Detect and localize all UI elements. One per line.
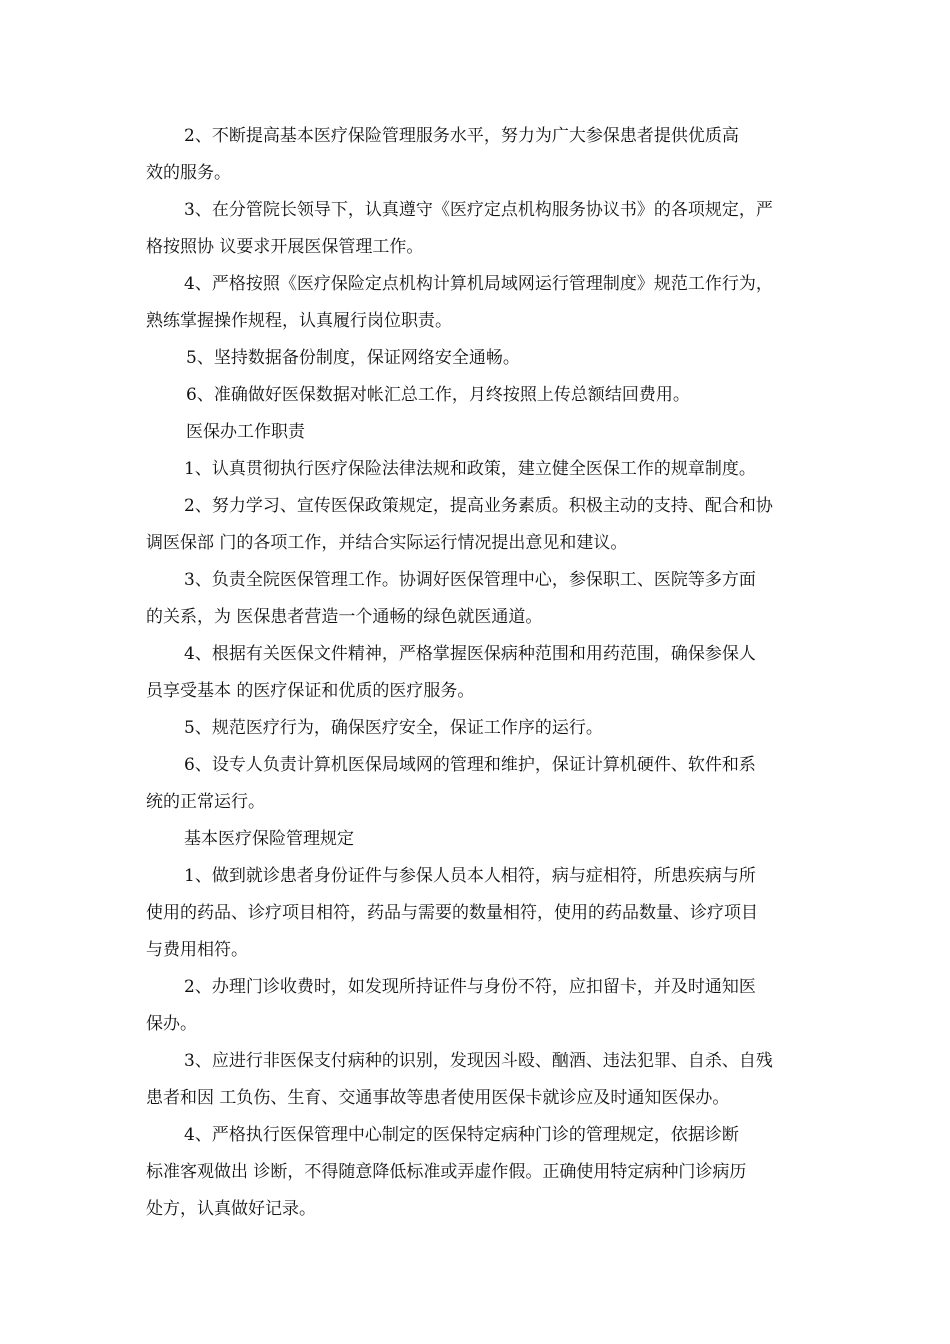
paragraph-duty-3 <box>146 562 818 636</box>
paragraph-duty-1 <box>146 451 818 488</box>
paragraph-line: 1、认真贯彻执行医疗保险法律法规和政策，建立健全医保工作的规章制度。 <box>184 459 756 479</box>
paragraph-line: 调医保部 门的各项工作，并结合实际运行情况提出意见和建议。 <box>146 533 628 553</box>
paragraph-duty-5 <box>146 710 818 747</box>
section-heading-insurance-rules <box>146 821 818 858</box>
paragraph-line: 熟练掌握操作规程，认真履行岗位职责。 <box>146 311 452 331</box>
paragraph-line: 3、负责全院医保管理工作。协调好医保管理中心，参保职工、医院等多方面 <box>184 570 756 590</box>
paragraph-line: 6、设专人负责计算机医保局域网的管理和维护，保证计算机硬件、软件和系 <box>184 755 756 775</box>
paragraph-line: 2、不断提高基本医疗保险管理服务水平，努力为广大参保患者提供优质高 <box>184 126 739 146</box>
paragraph-line: 3、在分管院长领导下，认真遵守《医疗定点机构服务协议书》的各项规定，严 <box>184 200 773 220</box>
paragraph-rule-4 <box>146 1117 818 1228</box>
section-heading: 基本医疗保险管理规定 <box>184 829 354 849</box>
paragraph-line: 4、根据有关医保文件精神，严格掌握医保病种范围和用药范围，确保参保人 <box>184 644 756 664</box>
paragraph-network-rules <box>146 266 818 340</box>
paragraph-line: 使用的药品、诊疗项目相符，药品与需要的数量相符，使用的药品数量、诊疗项目 <box>146 903 758 923</box>
paragraph-line: 4、严格执行医保管理中心制定的医保特定病种门诊的管理规定，依据诊断 <box>184 1125 739 1145</box>
paragraph-line: 员享受基本 的医疗保证和优质的医疗服务。 <box>146 681 475 701</box>
paragraph-line: 与费用相符。 <box>146 940 248 960</box>
paragraph-agreement <box>146 192 818 266</box>
paragraph-rule-2 <box>146 969 818 1043</box>
paragraph-line: 效的服务。 <box>146 163 231 183</box>
paragraph-line: 1、做到就诊患者身份证件与参保人员本人相符，病与症相符，所患疾病与所 <box>184 866 756 886</box>
paragraph-duty-6 <box>146 747 818 821</box>
paragraph-line: 处方，认真做好记录。 <box>146 1199 316 1219</box>
paragraph-line: 2、努力学习、宣传医保政策规定，提高业务素质。积极主动的支持、配合和协 <box>184 496 773 516</box>
paragraph-reconciliation <box>146 377 818 414</box>
paragraph-line: 患者和因 工负伤、生育、交通事故等患者使用医保卡就诊应及时通知医保办。 <box>146 1088 730 1108</box>
paragraph-line: 6、准确做好医保数据对帐汇总工作，月终按照上传总额结回费用。 <box>186 385 690 405</box>
paragraph-line: 的关系，为 医保患者营造一个通畅的绿色就医通道。 <box>146 607 543 627</box>
paragraph-duty-2 <box>146 488 818 562</box>
paragraph-duty-4 <box>146 636 818 710</box>
paragraph-line: 保办。 <box>146 1014 197 1034</box>
paragraph-rule-3 <box>146 1043 818 1117</box>
paragraph-line: 格按照协 议要求开展医保管理工作。 <box>146 237 424 257</box>
paragraph-line: 5、坚持数据备份制度，保证网络安全通畅。 <box>186 348 520 368</box>
paragraph-rule-1 <box>146 858 818 969</box>
paragraph-line: 4、严格按照《医疗保险定点机构计算机局域网运行管理制度》规范工作行为， <box>184 274 773 294</box>
section-heading-office-duties <box>146 414 818 451</box>
document-body <box>146 118 818 1228</box>
paragraph-line: 3、应进行非医保支付病种的识别，发现因斗殴、酗酒、违法犯罪、自杀、自残 <box>184 1051 773 1071</box>
paragraph-line: 统的正常运行。 <box>146 792 265 812</box>
paragraph-line: 5、规范医疗行为，确保医疗安全，保证工作序的运行。 <box>184 718 603 738</box>
section-heading: 医保办工作职责 <box>186 422 305 442</box>
paragraph-line: 标准客观做出 诊断，不得随意降低标准或弄虚作假。正确使用特定病种门诊病历 <box>146 1162 747 1182</box>
paragraph-service-level <box>146 118 818 192</box>
paragraph-line: 2、办理门诊收费时，如发现所持证件与身份不符，应扣留卡，并及时通知医 <box>184 977 756 997</box>
paragraph-backup <box>146 340 818 377</box>
